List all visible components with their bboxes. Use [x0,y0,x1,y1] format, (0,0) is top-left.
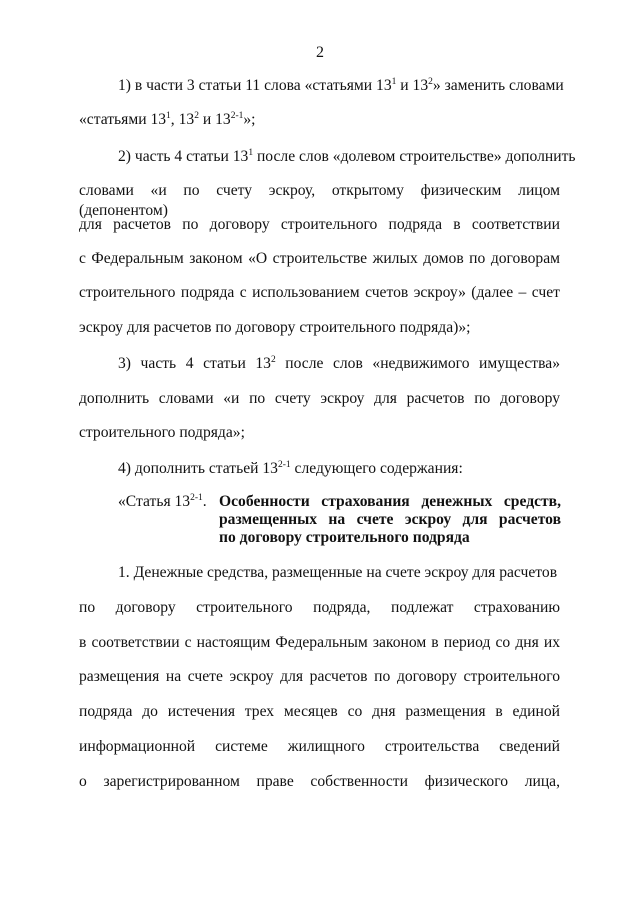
item-2-line-6: эскроу для расчетов по договору строительного подряда)»; [79,319,471,336]
item-2-line-1: 2) часть 4 статьи $13^1$ после слов «долевом строительстве» дополнить [118,148,576,165]
para-1-line-1: 1. Денежные средства, размещенные на счете эскроу для расчетов [118,564,558,581]
item-1-line-2: «статьями $13^1$, $13^2$ и 13$^{2-1}$»; [79,111,256,128]
article-heading-line-1: Особенности страхования денежных средств, [219,493,561,510]
article-label: «Статья 13$^{2-1}$. [118,493,207,510]
para-1-line-6: информационной системе жилищного строительства сведений [79,738,560,755]
item-2-line-4: с Федеральным законом «О строительстве жилых домов по договорам [79,250,560,267]
article-heading-line-3: по договору строительного подряда [219,529,470,546]
item-1-line-1: 1) в части 3 статьи 11 слова «статьями $13^1$ и $13^2$» заменить словами [118,77,564,94]
item-3-line-2: дополнить словами «и по счету эскроу для расчетов по договору [79,390,560,407]
para-1-line-7: о зарегистрированном праве собственности физического лица, [79,773,560,790]
item-3-line-1: 3) часть 4 статьи $13^2$ после слов «недвижимого имущества» [118,355,560,372]
page-number: 2 [316,44,324,61]
item-2-line-3: для расчетов по договору строительного подряда в соответствии [79,216,560,233]
para-1-line-2: по договору строительного подряда, подлежат страхованию [79,599,560,616]
item-4-line-1: 4) дополнить статьей 13$^{2-1}$ следующего содержания: [118,460,463,477]
para-1-line-4: размещения на счете эскроу для расчетов по договору строительного [79,668,560,685]
para-1-line-5: подряда до истечения трех месяцев со дня размещения в единой [79,703,560,720]
item-2-line-2: словами «и по счету эскроу, открытому физическим лицом (депонентом) [79,182,560,219]
article-heading-line-2: размещенных на счете эскроу для расчетов [219,511,561,528]
para-1-line-3: в соответствии с настоящим Федеральным законом в период со дня их [79,634,560,651]
item-3-line-3: строительного подряда»; [79,424,245,441]
item-2-line-5: строительного подряда с использованием счетов эскроу» (далее – счет [79,284,560,301]
